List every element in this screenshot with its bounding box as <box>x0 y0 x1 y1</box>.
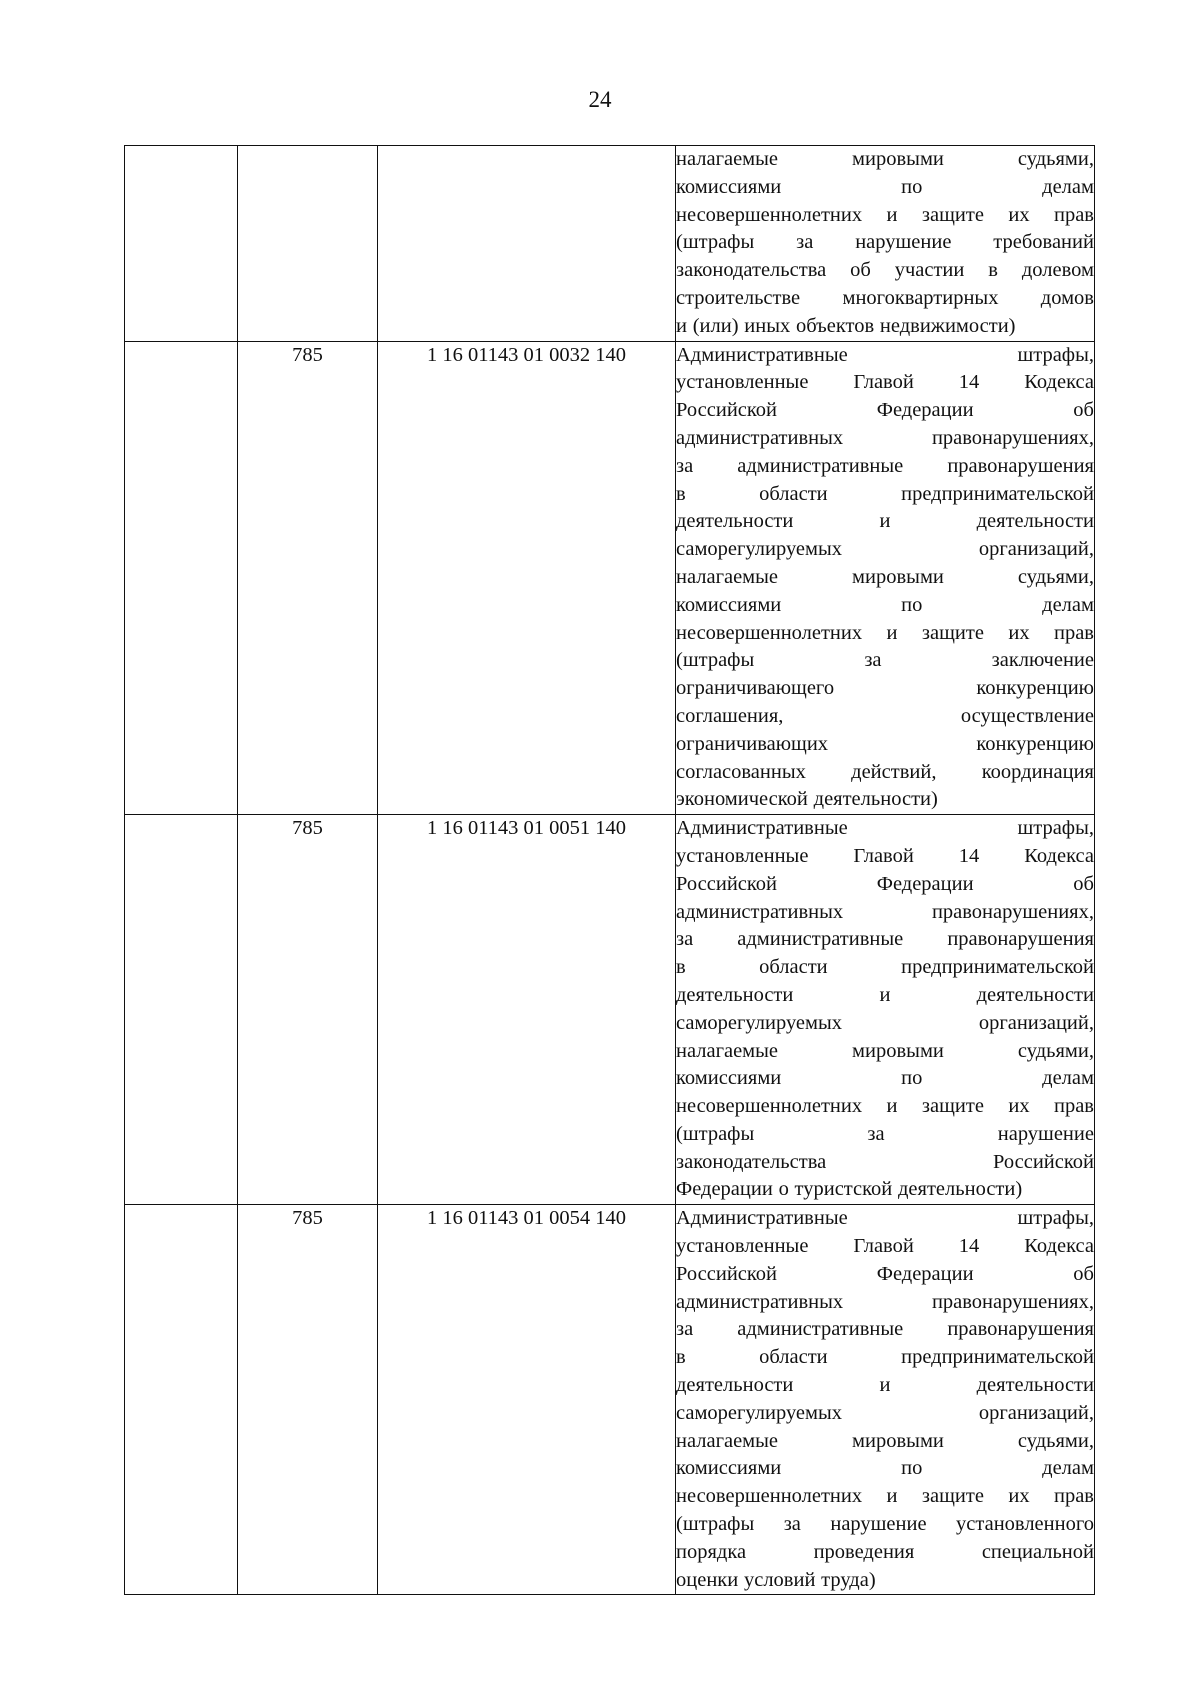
empty-cell <box>125 815 238 1205</box>
table-row <box>125 815 1095 1205</box>
description-cell <box>676 815 1095 1205</box>
description-line: строительстве многоквартирных домов <box>676 286 1094 309</box>
description-line: комиссиями по делам <box>676 175 1094 198</box>
description-line: согласованных действий, координация <box>676 760 1094 783</box>
description-line: за административные правонарушения <box>676 454 1094 477</box>
description-line: деятельности и деятельности <box>676 983 1094 1006</box>
table-row <box>125 341 1095 815</box>
page-number: 24 <box>588 87 612 112</box>
description-line: комиссиями по делам <box>676 593 1094 616</box>
description-line: несовершеннолетних и защите их прав <box>676 1095 1094 1118</box>
description-line: за административные правонарушения <box>676 1318 1094 1341</box>
admin-code-cell: 785 <box>238 341 378 815</box>
description-line: законодательства об участии в долевом <box>676 259 1094 282</box>
description-line: Административные штрафы, <box>676 817 1094 840</box>
description-line: комиссиями по делам <box>676 1067 1094 1090</box>
description-line: деятельности и деятельности <box>676 1374 1094 1397</box>
description-line: в области предпринимательской <box>676 1346 1094 1369</box>
kbk-code-cell: 1 16 01143 01 0054 140 <box>378 1205 676 1595</box>
description-line: в области предпринимательской <box>676 482 1094 505</box>
description-line: установленные Главой 14 Кодекса <box>676 1235 1094 1258</box>
empty-cell <box>125 146 238 342</box>
budget-codes-table <box>124 145 1095 1595</box>
description-line: ограничивающего конкуренцию <box>676 677 1094 700</box>
description-line: Российской Федерации об <box>676 872 1094 895</box>
description-line: Российской Федерации об <box>676 399 1094 422</box>
kbk-code-cell: 1 16 01143 01 0032 140 <box>378 341 676 815</box>
description-line: за административные правонарушения <box>676 928 1094 951</box>
kbk-code-cell: 1 16 01143 01 0051 140 <box>378 815 676 1205</box>
description-line: административных правонарушениях, <box>676 900 1094 923</box>
description-line: налагаемые мировыми судьями, <box>676 1039 1094 1062</box>
description-line: законодательства Российской <box>676 1150 1094 1173</box>
description-line: саморегулируемых организаций, <box>676 1011 1094 1034</box>
admin-code-cell <box>238 146 378 342</box>
description-line: Административные штрафы, <box>676 343 1094 366</box>
description-line: и (или) иных объектов недвижимости) <box>676 314 1016 337</box>
description-line: административных правонарушениях, <box>676 1290 1094 1313</box>
description-line: налагаемые мировыми судьями, <box>676 565 1094 588</box>
admin-code-cell: 785 <box>238 815 378 1205</box>
description-cell <box>676 341 1095 815</box>
description-line: несовершеннолетних и защите их прав <box>676 1485 1094 1508</box>
empty-cell <box>125 341 238 815</box>
description-line: Российской Федерации об <box>676 1262 1094 1285</box>
description-line: соглашения, осуществление <box>676 704 1094 727</box>
description-line: порядка проведения специальной <box>676 1540 1094 1563</box>
description-line: оценки условий труда) <box>676 1568 876 1591</box>
description-line: административных правонарушениях, <box>676 426 1094 449</box>
description-line: несовершеннолетних и защите их прав <box>676 203 1094 226</box>
description-line: в области предпринимательской <box>676 956 1094 979</box>
admin-code-cell: 785 <box>238 1205 378 1595</box>
description-line: (штрафы за нарушение <box>676 1122 1094 1145</box>
description-line: установленные Главой 14 Кодекса <box>676 844 1094 867</box>
description-line: саморегулируемых организаций, <box>676 1401 1094 1424</box>
description-line: ограничивающих конкуренцию <box>676 732 1094 755</box>
description-line: (штрафы за заключение <box>676 649 1094 672</box>
description-line: экономической деятельности) <box>676 788 938 811</box>
description-line: (штрафы за нарушение установленного <box>676 1513 1094 1536</box>
empty-cell <box>125 1205 238 1595</box>
description-line: Федерации о туристской деятельности) <box>676 1178 1023 1201</box>
description-cell <box>676 146 1095 342</box>
table-row <box>125 1205 1095 1595</box>
kbk-code-cell <box>378 146 676 342</box>
description-line: налагаемые мировыми судьями, <box>676 148 1094 170</box>
description-line: налагаемые мировыми судьями, <box>676 1429 1094 1452</box>
description-line: саморегулируемых организаций, <box>676 538 1094 561</box>
description-line: (штрафы за нарушение требований <box>676 231 1094 254</box>
description-line: Административные штрафы, <box>676 1207 1094 1230</box>
description-line: установленные Главой 14 Кодекса <box>676 371 1094 394</box>
table-row <box>125 146 1095 342</box>
description-line: комиссиями по делам <box>676 1457 1094 1480</box>
description-line: несовершеннолетних и защите их прав <box>676 621 1094 644</box>
description-line: деятельности и деятельности <box>676 510 1094 533</box>
description-cell <box>676 1205 1095 1595</box>
